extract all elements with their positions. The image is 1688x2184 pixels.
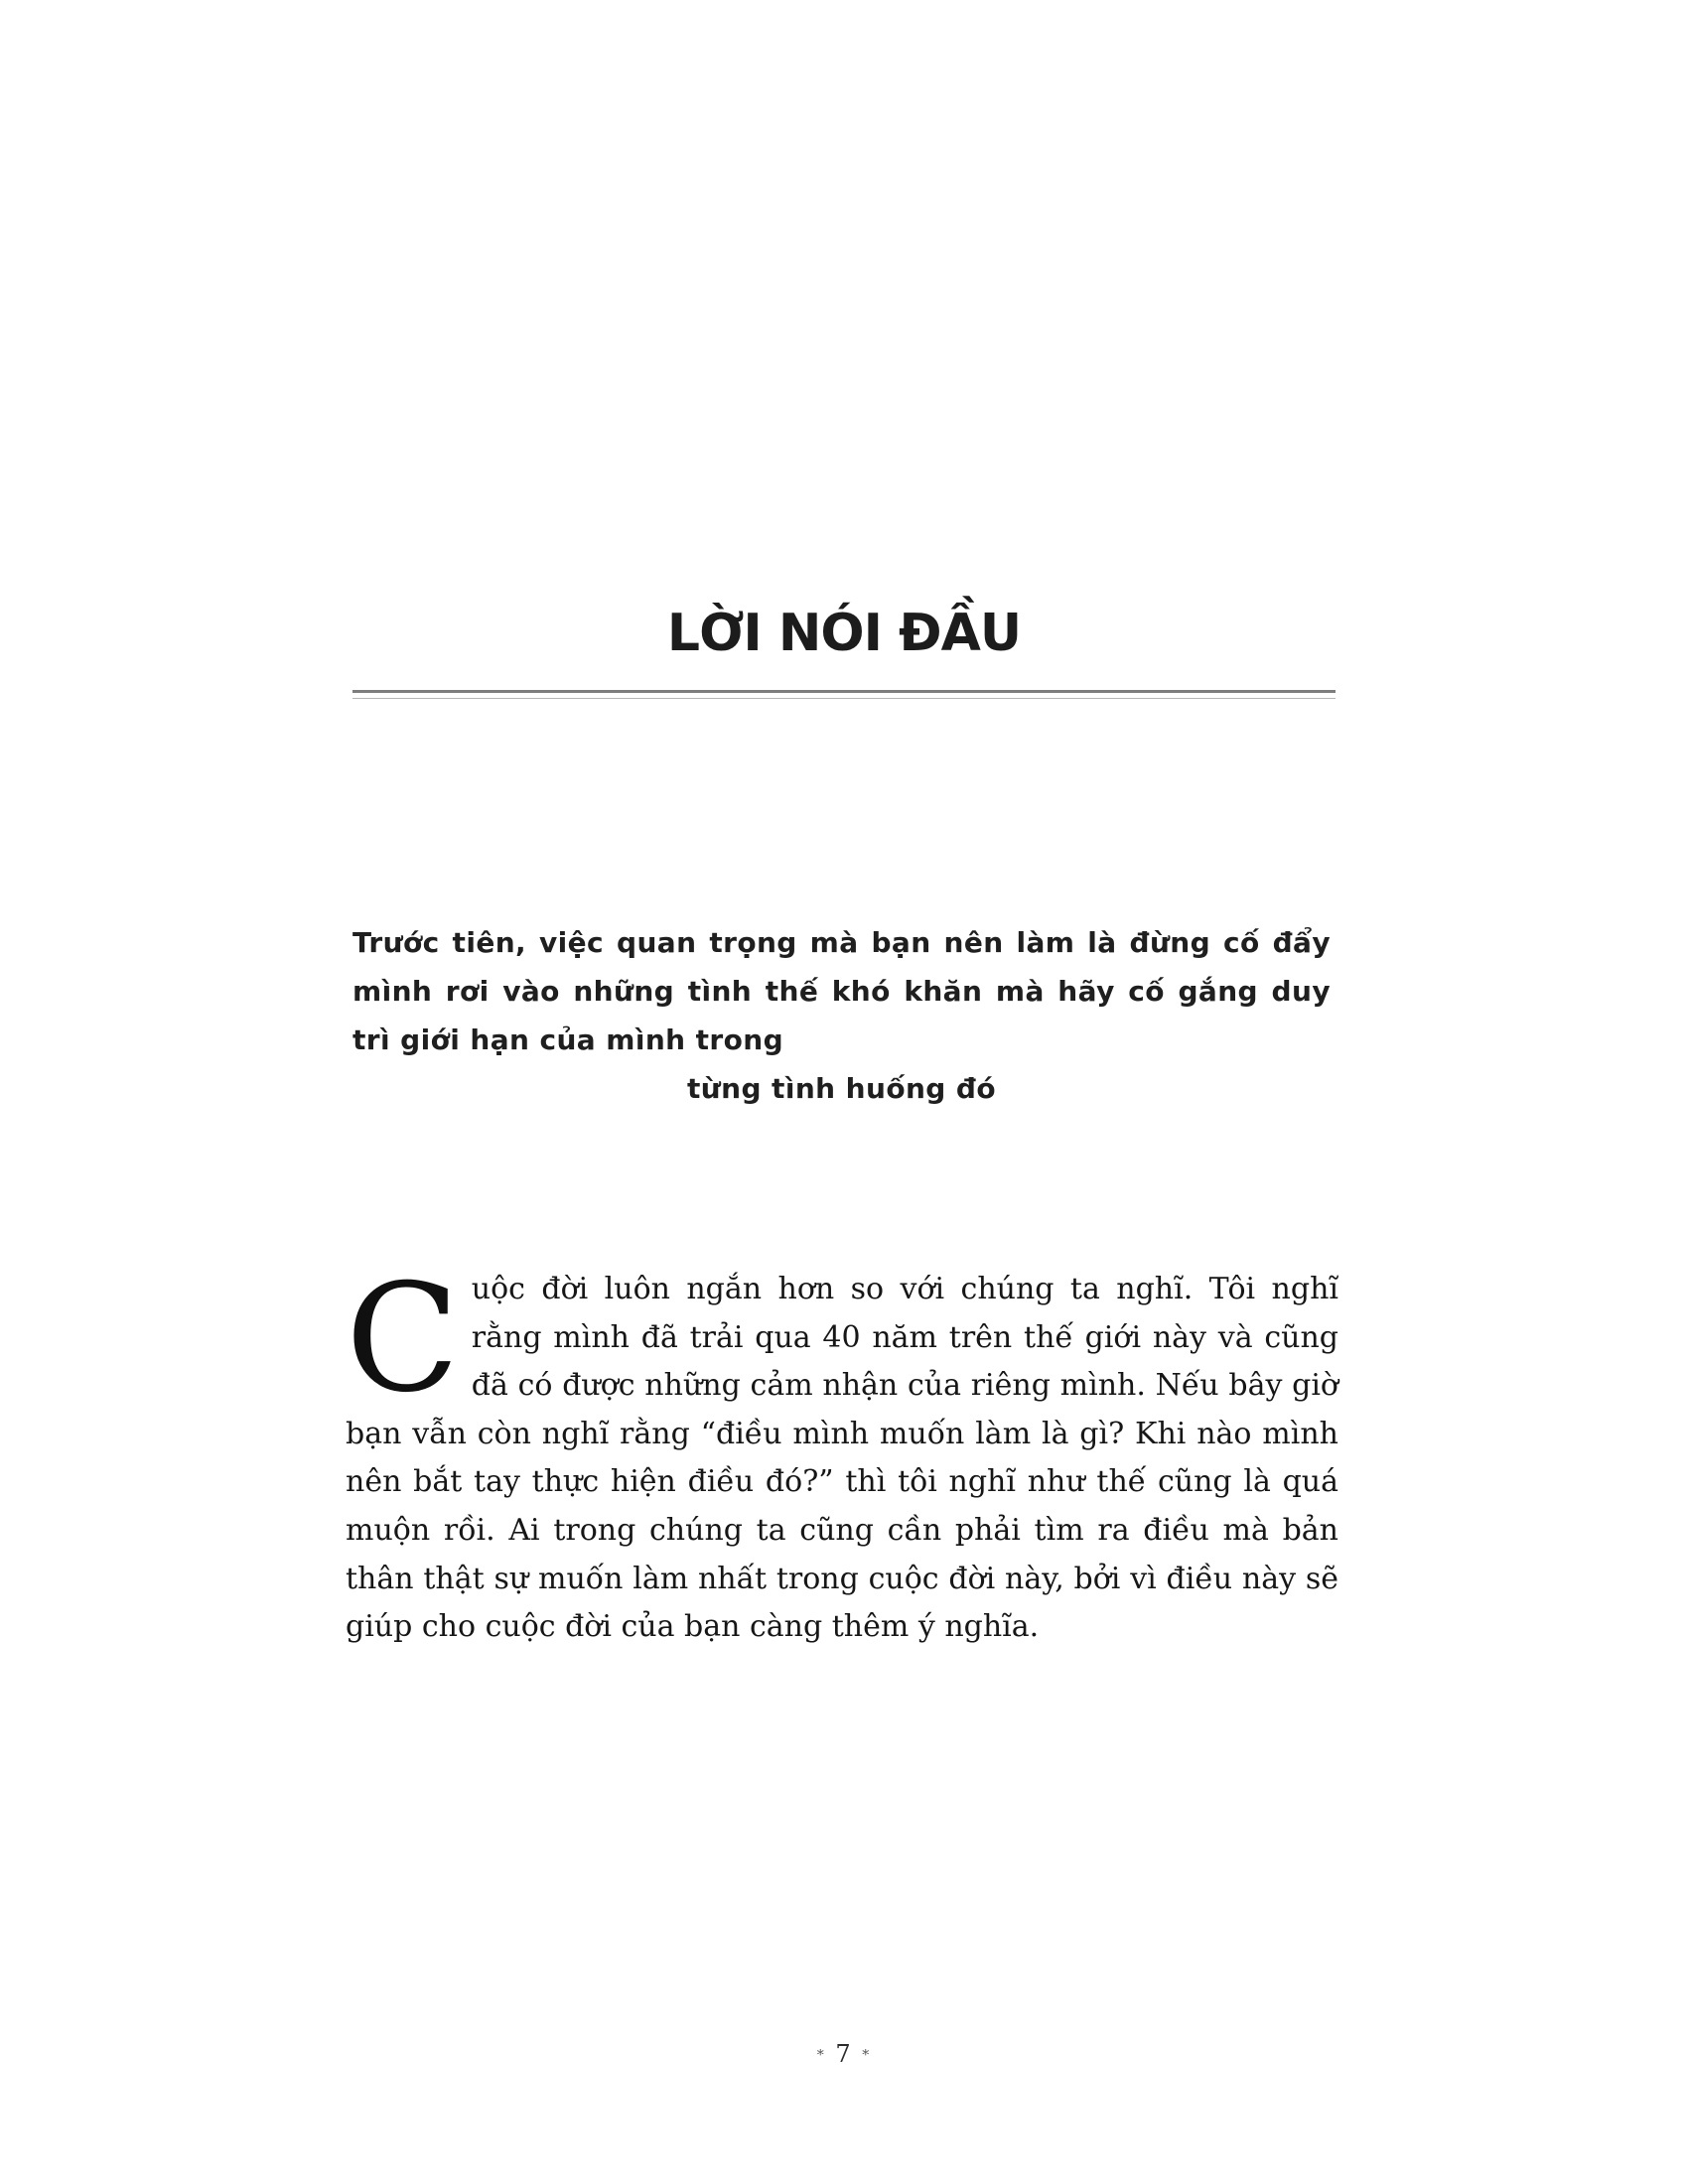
page-title: LỜI NÓI ĐẦU xyxy=(666,604,1022,663)
folio-right-ornament: * xyxy=(862,2047,872,2064)
body-paragraph xyxy=(346,1253,1338,1652)
drop-cap: C xyxy=(346,1253,460,1426)
divider-thick-line xyxy=(352,690,1336,693)
epigraph-last-line: từng tình huống đó xyxy=(687,1072,996,1105)
epigraph-paragraph xyxy=(352,918,1331,1113)
folio-left-ornament: * xyxy=(816,2047,826,2064)
page-number: 7 xyxy=(835,2040,853,2068)
page-folio xyxy=(0,2040,1688,2068)
divider-thin-line xyxy=(352,698,1336,699)
body-text: uộc đời luôn ngắn hơn so với chúng ta nghĩ. Tôi nghĩ rằng mình đã trải qua 40 năm trên thế giới này và cũng đã có được những cảm nhận của riêng mình. Nếu bây giờ bạn vẫn còn nghĩ rằng “điều mình muốn làm là gì? Khi nào mình nên bắt tay thực hiện điều đó?” thì tôi nghĩ như thế cũng là quá muộn rồi. Ai trong chúng ta cũng cần phải tìm ra điều mà bản thân thật sự muốn làm nhất trong cuộc đời này, bởi vì điều này sẽ giúp cho cuộc đời của bạn càng thêm ý nghĩa. xyxy=(346,1272,1338,1645)
title-divider xyxy=(352,690,1336,699)
title-block xyxy=(0,606,1688,699)
epigraph-text: Trước tiên, việc quan trọng mà bạn nên làm là đừng cố đẩy mình rơi vào những tình thế khó khăn mà hãy cố gắng duy trì giới hạn của mình trong xyxy=(352,926,1331,1056)
